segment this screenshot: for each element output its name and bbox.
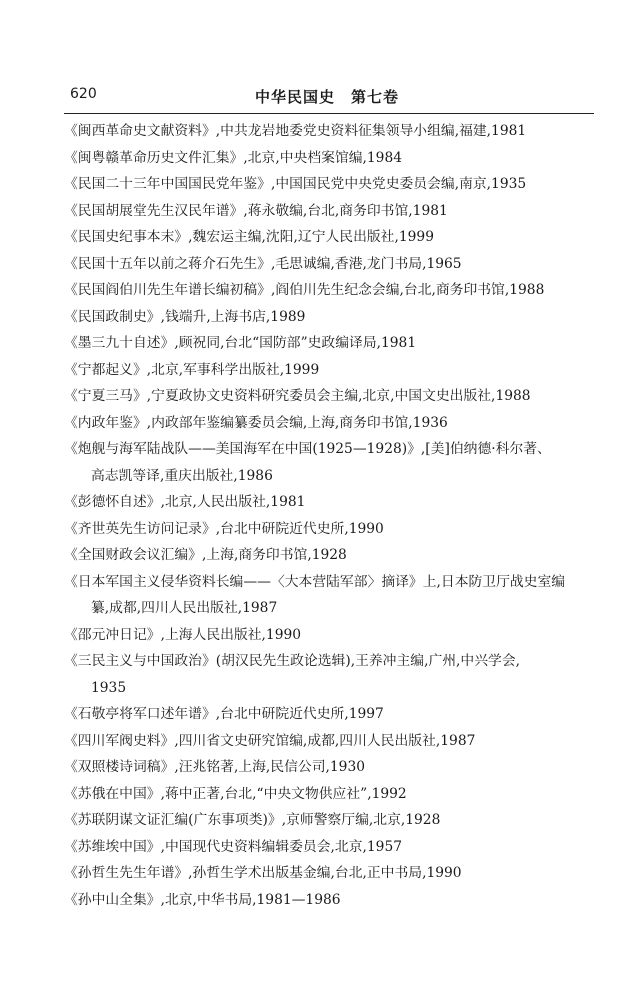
entry-text: 《四川军阀史料》,四川省文史研究馆编,成都,四川人民出版社,1987 — [64, 732, 476, 749]
bibliography-entry — [64, 330, 599, 357]
entry-text: 《齐世英先生访问记录》,台北中研院近代史所,1990 — [64, 520, 384, 537]
entry-continuation: 纂,成都,四川人民出版社,1987 — [91, 600, 278, 616]
entry-text: 《宁夏三马》,宁夏政协文史资料研究委员会主编,北京,中国文史出版社,1988 — [64, 388, 531, 404]
bibliography-entry — [64, 834, 599, 861]
bibliography-entry — [64, 171, 599, 198]
entry-text: 《彭德怀自述》,北京,人民出版社,1981 — [64, 494, 306, 510]
bibliography-entry — [64, 569, 599, 622]
bibliography-entry — [64, 754, 599, 781]
bibliography-entry — [64, 304, 599, 331]
bibliography-entry — [64, 542, 599, 569]
bibliography-entry — [64, 118, 599, 145]
bibliography-entry — [64, 489, 599, 516]
entry-text: 《墨三九十自述》,顾祝同,台北“国防部”史政编译局,1981 — [64, 335, 417, 351]
bibliography-entry — [64, 781, 599, 808]
entry-text: 《苏维埃中国》,中国现代史资料编辑委员会,北京,1957 — [64, 838, 403, 855]
bibliography-entry — [64, 860, 599, 887]
entry-text: 《石敬亭将军口述年谱》,台北中研院近代史所,1997 — [64, 706, 384, 722]
bibliography-entry — [64, 516, 599, 543]
header-rule — [64, 113, 594, 114]
entry-text: 《民国阎伯川先生年谱长编初稿》,阎伯川先生纪念会编,台北,商务印书馆,1988 — [64, 282, 545, 298]
bibliography-entry — [64, 887, 599, 914]
bibliography-entry — [64, 728, 599, 755]
entry-text: 《民国十五年以前之蒋介石先生》,毛思诚编,香港,龙门书局,1965 — [64, 255, 462, 272]
entry-text: 《闽粤赣革命历史文件汇集》,北京,中央档案馆编,1984 — [64, 149, 403, 166]
page-number: 620 — [70, 86, 97, 102]
entry-text: 《邵元冲日记》,上海人民出版社,1990 — [64, 626, 302, 643]
entry-text: 《孙哲生先生年谱》,孙哲生学术出版基金编,台北,正中书局,1990 — [64, 865, 462, 881]
entry-text: 《孙中山全集》,北京,中华书局,1981—1986 — [64, 891, 341, 908]
entry-text: 《闽西革命史文献资料》,中共龙岩地委党史资料征集领导小组编,福建,1981 — [64, 123, 527, 139]
bibliography-entry — [64, 145, 599, 172]
bibliography-entry — [64, 410, 599, 437]
entry-text: 《宁都起义》,北京,军事科学出版社,1999 — [64, 361, 320, 378]
running-title: 中华民国史 第七卷 — [255, 88, 400, 106]
bibliography-entry — [64, 277, 599, 304]
bibliography-entry — [64, 383, 599, 410]
entry-text: 《民国胡展堂先生汉民年谱》,蒋永敬编,台北,商务印书馆,1981 — [64, 202, 448, 219]
entry-text: 《全国财政会议汇编》,上海,商务印书馆,1928 — [64, 547, 347, 563]
bibliography-entry — [64, 251, 599, 278]
entry-text: 《苏俄在中国》,蒋中正著,台北,“中央文物供应社”,1992 — [64, 785, 407, 802]
entry-text: 《三民主义与中国政治》(胡汉民先生政论选辑),王养冲主编,广州,中兴学会, — [64, 653, 521, 669]
bibliography-entry — [64, 807, 599, 834]
entry-text: 《苏联阴谋文证汇编(广东事项类)》,京师警察厅编,北京,1928 — [64, 812, 441, 828]
bibliography-entry — [64, 622, 599, 649]
bibliography-entry — [64, 436, 599, 489]
bibliography-entry — [64, 198, 599, 225]
entry-text: 《日本军国主义侵华资料长编——〈大本营陆军部〉摘译》上,日本防卫厅战史室编 — [64, 573, 566, 590]
entry-text: 《炮舰与海军陆战队——美国海军在中国(1925—1928)》,[美]伯纳德·科尔著、 — [64, 441, 551, 457]
page-header — [70, 86, 590, 108]
entry-text: 《民国政制史》,钱端升,上海书店,1989 — [64, 308, 306, 325]
bibliography-entry — [64, 701, 599, 728]
entry-text: 《双照楼诗词稿》,汪兆铭著,上海,民信公司,1930 — [64, 759, 365, 775]
entry-continuation: 高志凯等译,重庆出版社,1986 — [91, 467, 273, 484]
entry-continuation: 1935 — [91, 679, 127, 696]
bibliography-entry — [64, 224, 599, 251]
entry-text: 《民国二十三年中国国民党年鉴》,中国国民党中央党史委员会编,南京,1935 — [64, 176, 527, 192]
entry-text: 《民国史纪事本末》,魏宏运主编,沈阳,辽宁人民出版社,1999 — [64, 229, 434, 245]
entry-text: 《内政年鉴》,内政部年鉴编纂委员会编,上海,商务印书馆,1936 — [64, 414, 448, 431]
bibliography-list — [64, 118, 599, 913]
bibliography-entry — [64, 357, 599, 384]
bibliography-entry — [64, 648, 599, 701]
